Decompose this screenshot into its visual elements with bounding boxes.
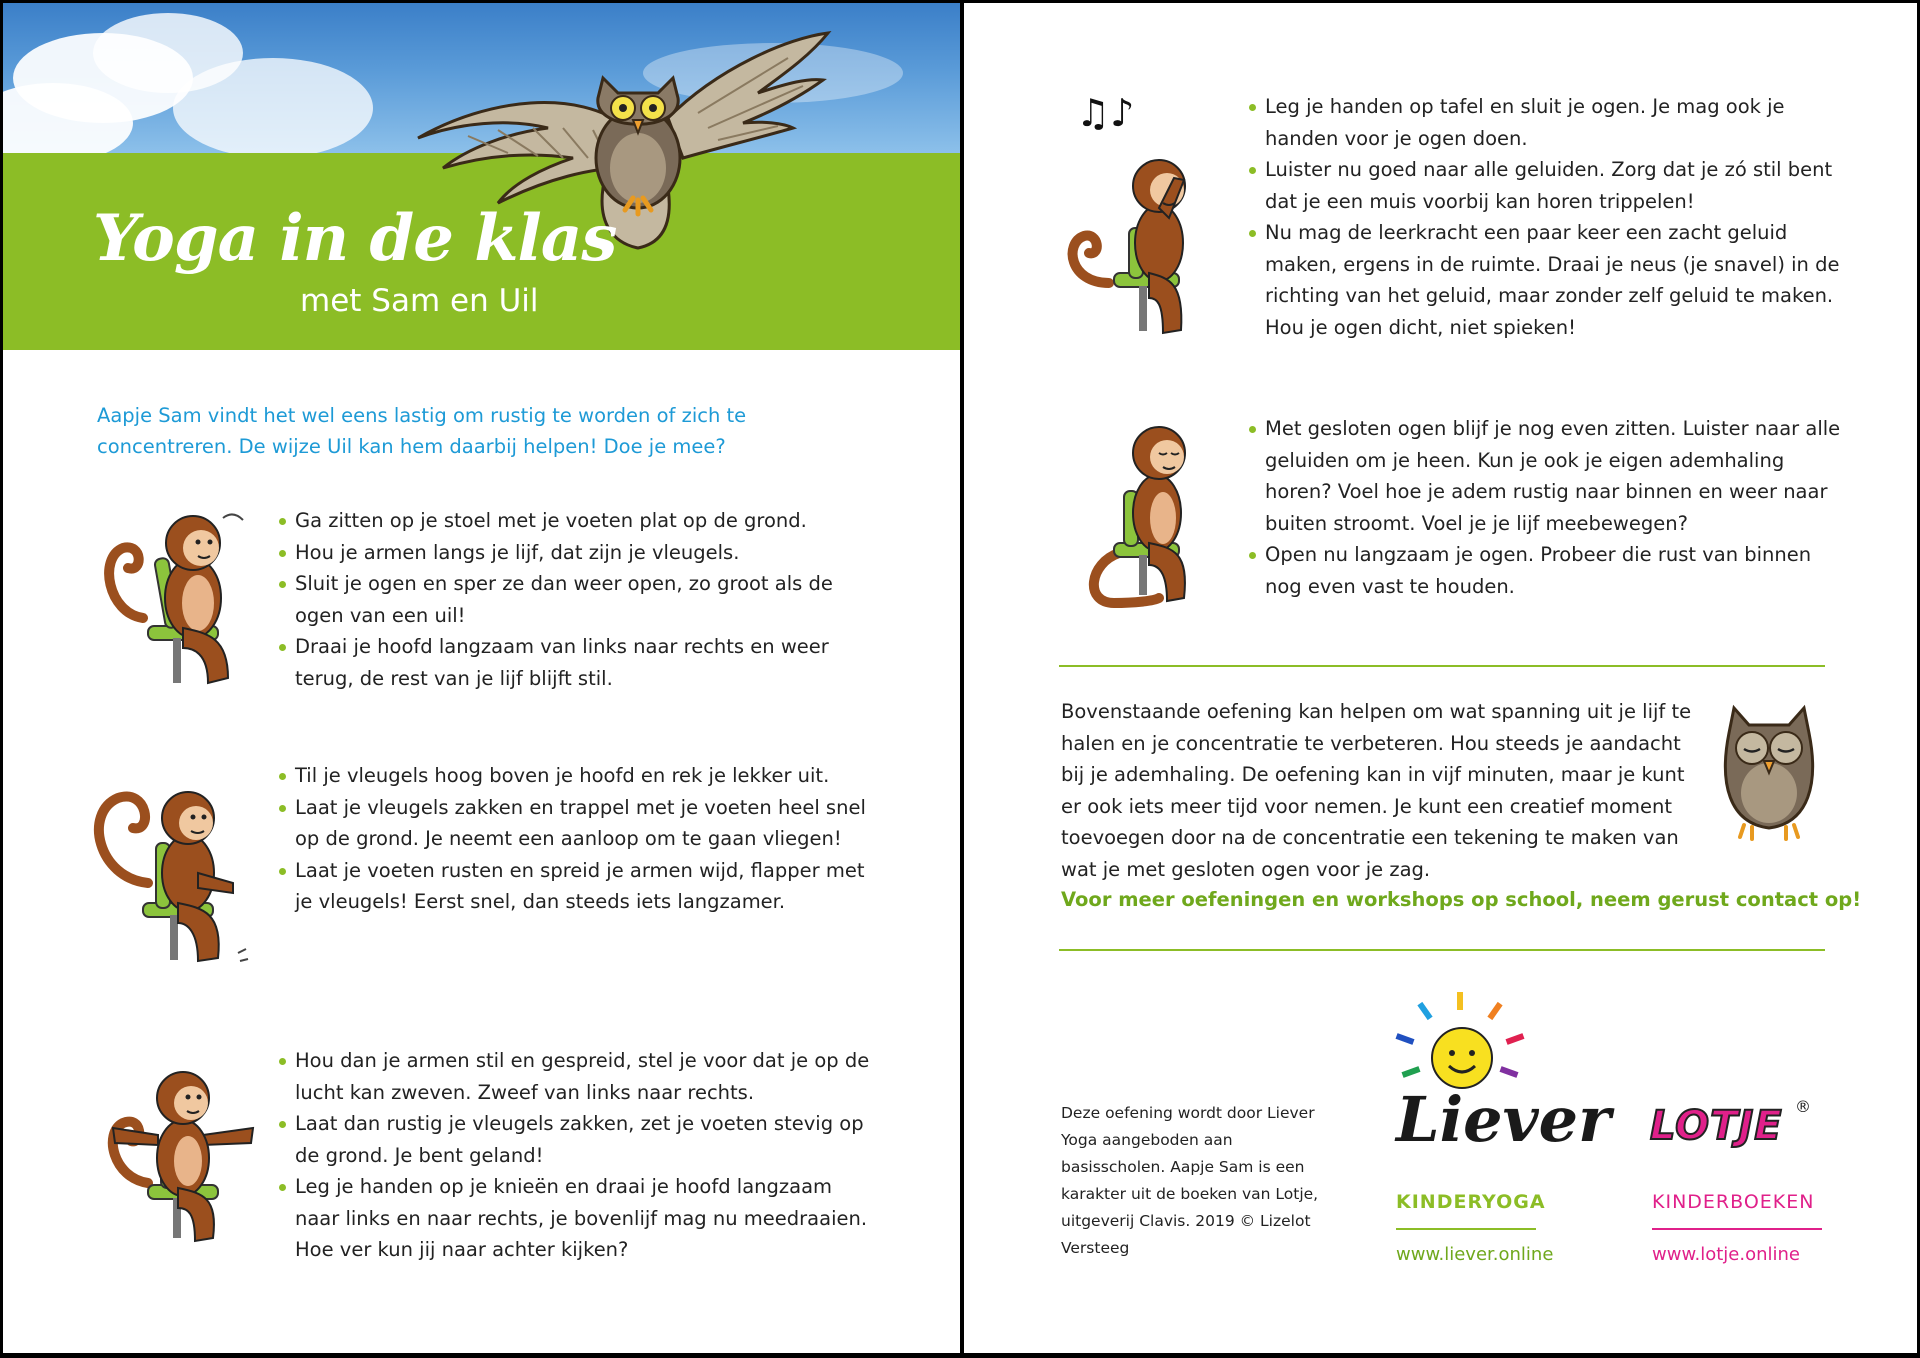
step-2-bullet-3: Laat je voeten rusten en spreid je armen wijd, flapper met je vleugels! Eerst snel, dan steeds iets langzamer. bbox=[279, 855, 879, 918]
music-notes-icon: ♫♪ bbox=[1076, 91, 1135, 135]
registered-mark: ® bbox=[1795, 1097, 1811, 1116]
lotje-tagline: KINDERBOEKEN bbox=[1652, 1191, 1815, 1213]
step-4 bbox=[1249, 91, 1849, 343]
summary-text: Bovenstaande oefening kan helpen om wat spanning uit je lijf te halen en je concentratie te verbeteren. Hou steeds je aandacht bij je ademhaling. De oefening kan in vijf minuten, maar je kunt er ook iets meer tijd voor nemen. Je kunt een creatief moment toevoegen door na de concentratie een tekening te maken van wat je met gesloten ogen voor je zag. bbox=[1061, 700, 1692, 881]
liever-underline bbox=[1396, 1228, 1536, 1230]
step-3-bullet-2: Laat dan rustig je vleugels zakken, zet je voeten stevig op de grond. Je bent geland! bbox=[279, 1108, 879, 1171]
page-subtitle: met Sam en Uil bbox=[300, 283, 539, 319]
liever-logo: Liever bbox=[1396, 1083, 1611, 1156]
divider-top bbox=[1059, 665, 1825, 667]
step-4-bullet-2: Luister nu goed naar alle geluiden. Zorg dat je zó stil bent dat je een muis voorbij kan horen trippelen! bbox=[1249, 154, 1849, 217]
lotje-url-link[interactable]: www.lotje.online bbox=[1652, 1244, 1801, 1265]
step-1-bullet-1: Ga zitten op je stoel met je voeten plat op de grond. bbox=[279, 505, 879, 537]
step-1-bullet-3: Sluit je ogen en sper ze dan weer open, zo groot als de ogen van een uil! bbox=[279, 568, 879, 631]
lotje-underline bbox=[1652, 1228, 1822, 1230]
step-3 bbox=[279, 1045, 879, 1266]
step-3-bullet-3: Leg je handen op je knieën en draai je hoofd langzaam naar links en naar rechts, je bovenlijf mag nu meedraaien. Hoe ver kun jij naar achter kijken? bbox=[279, 1171, 879, 1266]
step-1 bbox=[279, 505, 879, 694]
step-5 bbox=[1249, 413, 1849, 602]
monkey-stamping-feet-illustration bbox=[78, 773, 258, 983]
lotje-logo-text: LOTJE bbox=[1650, 1103, 1783, 1149]
liever-url-link[interactable]: www.liever.online bbox=[1396, 1244, 1554, 1265]
divider-bottom bbox=[1059, 949, 1825, 951]
monkey-eyes-closed-illustration bbox=[1079, 413, 1229, 613]
contact-cta: Voor meer oefeningen en workshops op school, neem gerust contact op! bbox=[1061, 888, 1862, 911]
step-2-bullet-2: Laat je vleugels zakken en trappel met je voeten heel snel op de grond. Je neemt een aanloop om te gaan vliegen! bbox=[279, 792, 879, 855]
step-3-bullet-1: Hou dan je armen stil en gespreid, stel je voor dat je op de lucht kan zweven. Zweef van links naar rechts. bbox=[279, 1045, 879, 1108]
sleeping-owl-illustration bbox=[1714, 703, 1824, 843]
page-title: Yoga in de klas bbox=[93, 201, 617, 276]
monkey-arms-spread-illustration bbox=[103, 1053, 263, 1253]
lotje-logo bbox=[1650, 1097, 1811, 1163]
liever-tagline: KINDERYOGA bbox=[1396, 1191, 1546, 1213]
step-1-bullet-2: Hou je armen langs je lijf, dat zijn je vleugels. bbox=[279, 537, 879, 569]
right-page bbox=[964, 3, 1917, 1353]
step-4-bullet-1: Leg je handen op tafel en sluit je ogen. Je mag ook je handen voor je ogen doen. bbox=[1249, 91, 1849, 154]
step-1-bullet-4: Draai je hoofd langzaam van links naar rechts en weer terug, de rest van je lijf blijft stil. bbox=[279, 631, 879, 694]
step-2 bbox=[279, 760, 879, 918]
monkey-covering-eyes-illustration bbox=[1059, 148, 1219, 343]
credit-text: Deze oefening wordt door Liever Yoga aangeboden aan basisscholen. Aapje Sam is een karakter uit de boeken van Lotje, uitgeverij Clavis. 2019 © Lizelot Versteeg bbox=[1061, 1104, 1319, 1257]
monkey-sitting-looking-illustration bbox=[98, 498, 258, 698]
step-2-bullet-1: Til je vleugels hoog boven je hoofd en rek je lekker uit. bbox=[279, 760, 879, 792]
left-page bbox=[3, 3, 960, 1353]
step-4-bullet-3: Nu mag de leerkracht een paar keer een zacht geluid maken, ergens in de ruimte. Draai je neus (je snavel) in de richting van het geluid, maar zonder zelf geluid te maken. Hou je ogen dicht, niet spieken! bbox=[1249, 217, 1849, 343]
intro-text: Aapje Sam vindt het wel eens lastig om rustig te worden of zich te concentreren. De wijze Uil kan hem daarbij helpen! Doe je mee? bbox=[97, 404, 747, 458]
step-5-bullet-1: Met gesloten ogen blijf je nog even zitten. Luister naar alle geluiden om je heen. Kun je ook je eigen ademhaling horen? Voel hoe je adem rustig naar binnen en weer naar buiten stroomt. Voel je je lijf meebewegen? bbox=[1249, 413, 1849, 539]
step-5-bullet-2: Open nu langzaam je ogen. Probeer die rust van binnen nog even vast te houden. bbox=[1249, 539, 1849, 602]
